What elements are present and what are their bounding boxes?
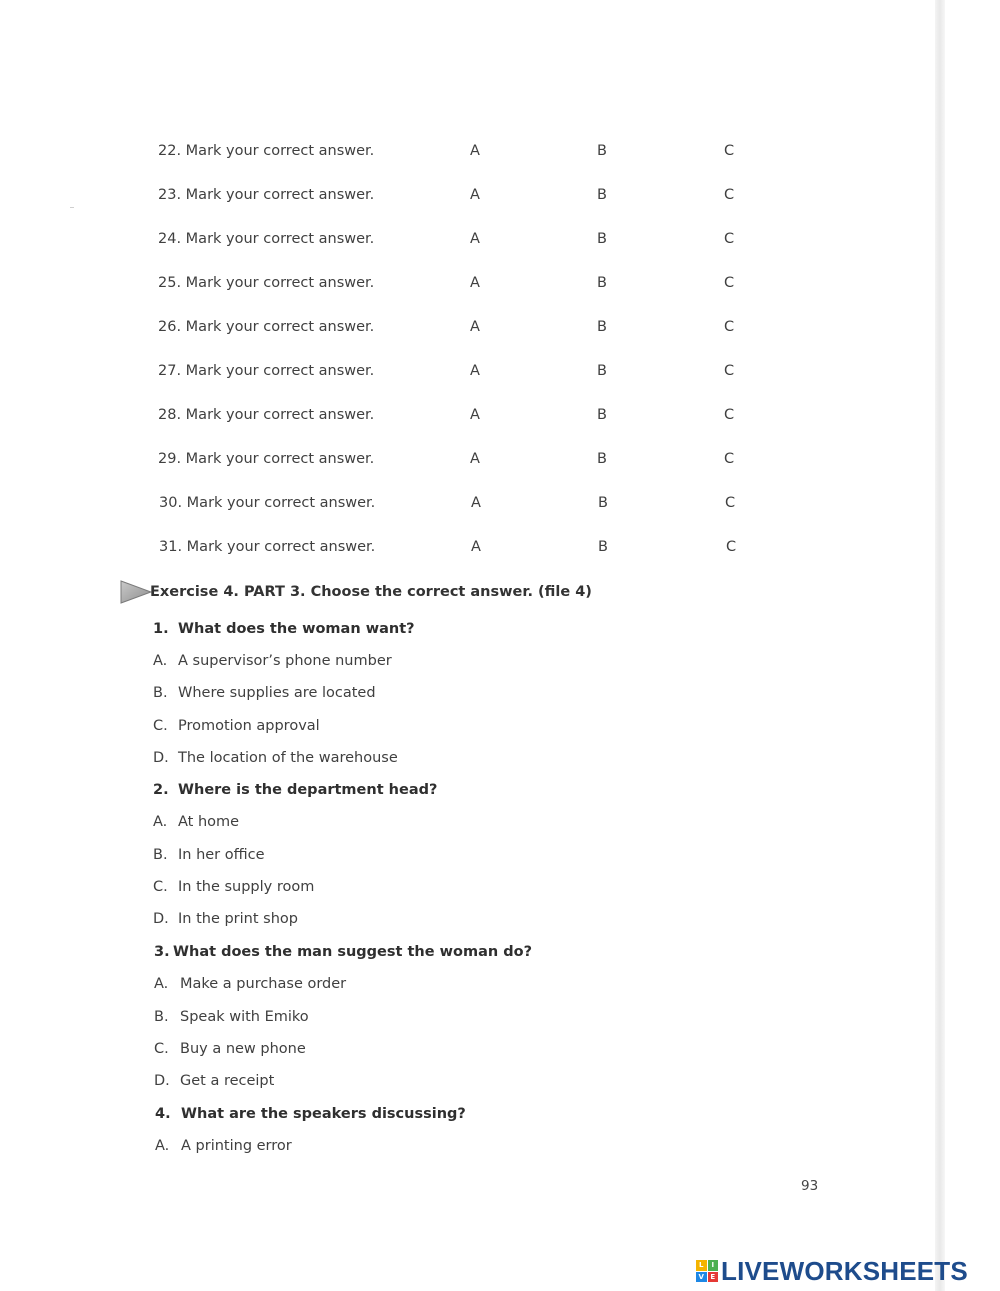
answer-text: In her office	[178, 847, 265, 863]
answer-label: D.	[153, 750, 169, 766]
question-text: Where is the department head?	[178, 782, 438, 798]
mark-row-28	[0, 405, 900, 425]
option-c[interactable]: C	[724, 363, 735, 379]
option-c[interactable]: C	[724, 407, 735, 423]
brand-name: LIVEWORKSHEETS	[721, 1255, 968, 1286]
answer-label: A.	[153, 653, 168, 669]
answer-label: C.	[153, 718, 168, 734]
exercise-title-text: Exercise 4. PART 3. Choose the correct answer. (file 4)	[150, 584, 592, 600]
logo-tile-v: V	[696, 1272, 707, 1283]
answer-label: B.	[153, 847, 168, 863]
page-edge-shadow	[935, 0, 945, 1291]
question-number: 4.	[155, 1106, 171, 1122]
option-b[interactable]: B	[597, 187, 607, 203]
answer-label: B.	[154, 1009, 169, 1025]
mark-row-27	[0, 361, 900, 381]
answer-label: C.	[153, 879, 168, 895]
mark-row-22	[0, 141, 900, 161]
answer-text: Speak with Emiko	[180, 1009, 309, 1025]
answer-label: B.	[153, 685, 168, 701]
mark-row-25	[0, 273, 900, 293]
question-text: What does the woman want?	[178, 621, 415, 637]
logo-tile-e: E	[708, 1272, 719, 1283]
mark-row-text: 26. Mark your correct answer.	[158, 319, 375, 335]
answer-text: Where supplies are located	[178, 685, 376, 701]
mark-row-31	[0, 537, 900, 557]
option-c[interactable]: C	[724, 275, 735, 291]
option-c[interactable]: C	[724, 451, 735, 467]
option-a[interactable]: A	[470, 275, 480, 291]
option-c[interactable]: C	[726, 539, 737, 555]
option-a[interactable]: A	[471, 495, 481, 511]
answer-label: D.	[154, 1073, 170, 1089]
option-c[interactable]: C	[725, 495, 736, 511]
mark-row-text: 29. Mark your correct answer.	[158, 451, 375, 467]
logo-tile-i: I	[708, 1260, 719, 1271]
mark-row-24	[0, 229, 900, 249]
option-c[interactable]: C	[724, 187, 735, 203]
question-text: What are the speakers discussing?	[181, 1106, 466, 1122]
answer-text: In the print shop	[178, 911, 298, 927]
mark-row-text: 23. Mark your correct answer.	[158, 187, 375, 203]
option-b[interactable]: B	[598, 495, 608, 511]
question-number: 1.	[153, 621, 169, 637]
option-b[interactable]: B	[597, 319, 607, 335]
option-b[interactable]: B	[597, 363, 607, 379]
scan-speck	[70, 207, 74, 208]
option-a[interactable]: A	[470, 319, 480, 335]
mark-row-26	[0, 317, 900, 337]
mark-row-text: 24. Mark your correct answer.	[158, 231, 375, 247]
mark-row-text: 30. Mark your correct answer.	[159, 495, 376, 511]
question-text: What does the man suggest the woman do?	[173, 944, 533, 960]
answer-text: Buy a new phone	[180, 1041, 306, 1057]
answer-label: A.	[154, 976, 169, 992]
option-b[interactable]: B	[597, 407, 607, 423]
mark-row-29	[0, 449, 900, 469]
option-b[interactable]: B	[597, 231, 607, 247]
question-number: 2.	[153, 782, 169, 798]
answer-label: A.	[153, 814, 168, 830]
answer-label: A.	[155, 1138, 170, 1154]
mark-row-text: 25. Mark your correct answer.	[158, 275, 375, 291]
option-a[interactable]: A	[470, 363, 480, 379]
answer-text: Promotion approval	[178, 718, 320, 734]
mark-row-text: 31. Mark your correct answer.	[159, 539, 376, 555]
logo-tile-l: L	[696, 1260, 707, 1271]
option-b[interactable]: B	[598, 539, 608, 555]
exercise-title	[118, 578, 594, 606]
answer-label: C.	[154, 1041, 169, 1057]
question-number: 3.	[154, 944, 170, 960]
option-a[interactable]: A	[470, 407, 480, 423]
answer-text: At home	[178, 814, 240, 830]
mark-row-text: 27. Mark your correct answer.	[158, 363, 375, 379]
option-a[interactable]: A	[470, 451, 480, 467]
answer-text: Get a receipt	[180, 1073, 275, 1089]
option-c[interactable]: C	[724, 143, 735, 159]
option-a[interactable]: A	[470, 143, 480, 159]
option-b[interactable]: B	[597, 143, 607, 159]
option-c[interactable]: C	[724, 231, 735, 247]
mark-row-text: 28. Mark your correct answer.	[158, 407, 375, 423]
option-c[interactable]: C	[724, 319, 735, 335]
mark-row-30	[0, 493, 900, 513]
liveworksheets-brand[interactable]	[696, 1256, 968, 1286]
answer-label: D.	[153, 911, 169, 927]
answer-text: In the supply room	[178, 879, 315, 895]
option-a[interactable]: A	[470, 231, 480, 247]
play-arrow-icon	[118, 579, 152, 605]
option-a[interactable]: A	[470, 187, 480, 203]
mark-row-23	[0, 185, 900, 205]
option-b[interactable]: B	[597, 451, 607, 467]
option-b[interactable]: B	[597, 275, 607, 291]
answer-text: The location of the warehouse	[178, 750, 398, 766]
answer-text: A printing error	[181, 1138, 292, 1154]
answer-text: A supervisor’s phone number	[178, 653, 392, 669]
page-number: 93	[801, 1178, 819, 1194]
mark-row-text: 22. Mark your correct answer.	[158, 143, 375, 159]
liveworksheets-logo-icon	[696, 1260, 718, 1282]
option-a[interactable]: A	[471, 539, 481, 555]
answer-text: Make a purchase order	[180, 976, 347, 992]
